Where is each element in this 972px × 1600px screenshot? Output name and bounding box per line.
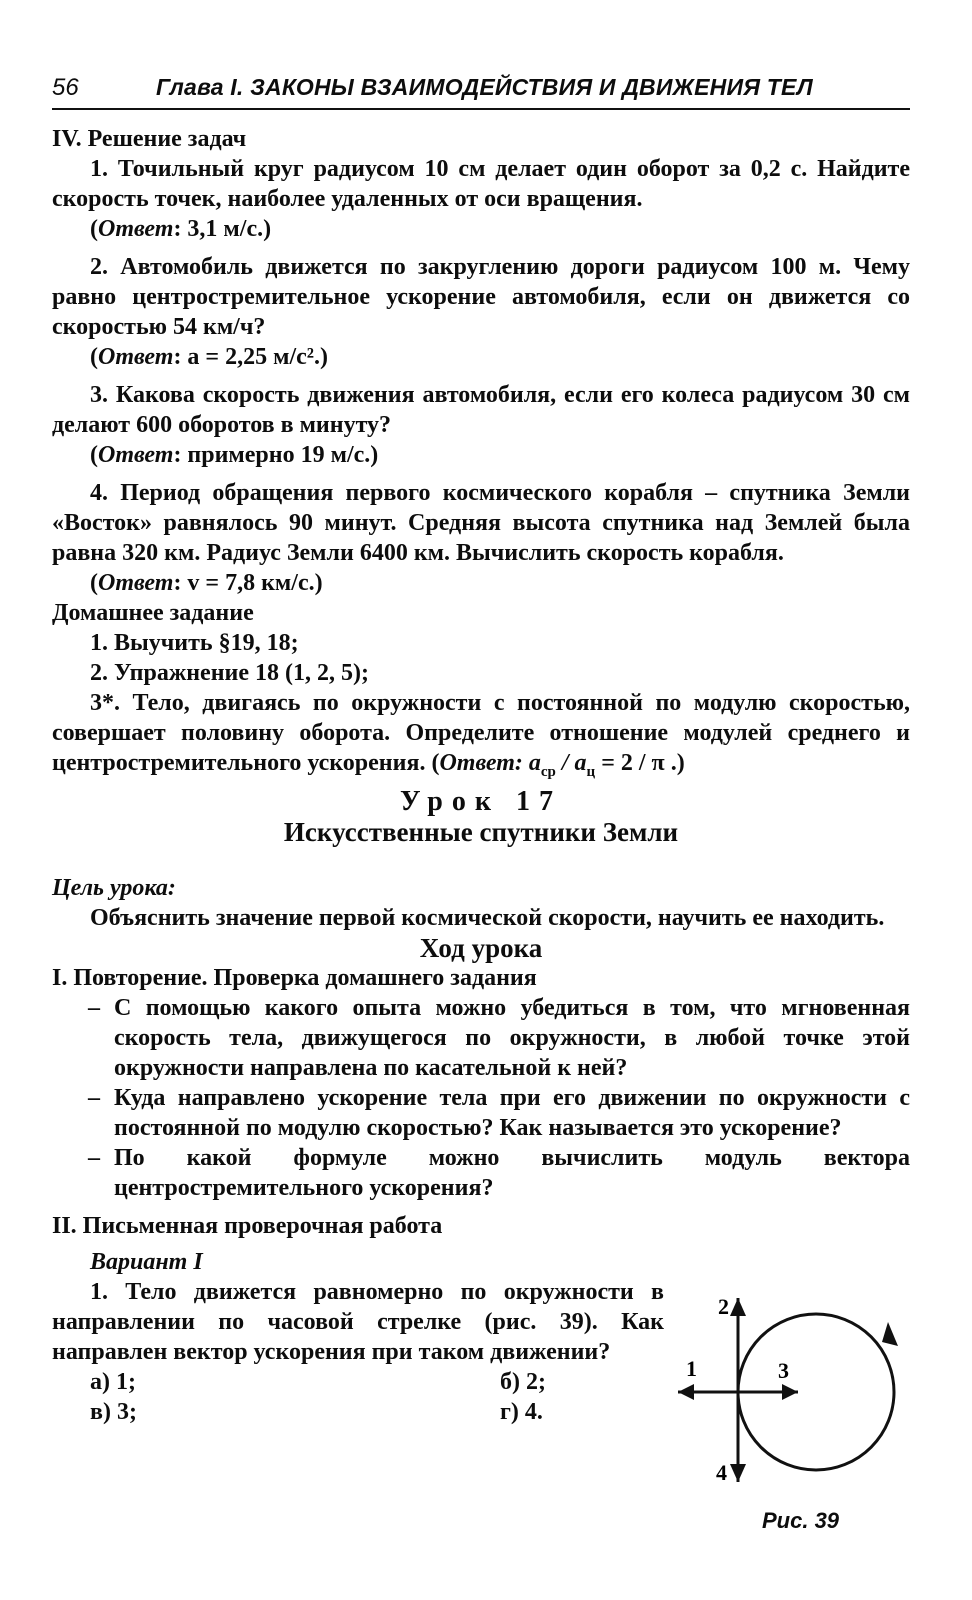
lesson-goal-label: Цель урока: (52, 874, 176, 901)
answer-1-value: : 3,1 м/с.) (173, 216, 272, 242)
figure-caption: Рис. 39 (762, 1508, 840, 1533)
page-content (52, 124, 910, 1427)
dash-bullet: – (88, 1084, 100, 1111)
label-1: 1 (686, 1356, 697, 1381)
problem-4: 4. Период обращения первого космического корабля – спутника Земли «Восток» равнялось 90 минут. Средняя высота спутника над Землей была равна 320 км. Радиус Земли 6400 км. Вычислить скорость корабля. (52, 480, 910, 566)
variant-title: Вариант I (90, 1248, 203, 1275)
answer-3-value: : примерно 19 м/с.) (173, 442, 379, 468)
problem-2: 2. Автомобиль движется по закруглению дороги радиусом 100 м. Чему равно центростремительное ускорение автомобиля, если он движется со скоростью 54 км/ч? (52, 254, 910, 340)
answer-label: Ответ (98, 216, 174, 242)
lesson-goal-text: Объяснить значение первой космической скорости, научить ее находить. (90, 904, 885, 931)
answer-2-value: : a = 2,25 м/с².) (173, 344, 328, 370)
lesson-number: Урок 17 (400, 785, 562, 817)
homework-item-3 (52, 688, 910, 787)
answer-label: Ответ (439, 750, 515, 776)
option-g: г) 4. (500, 1398, 543, 1425)
subscript-c: ц (586, 763, 596, 780)
page-number: 56 (52, 74, 79, 101)
lesson-plan-title: Ход урока (419, 932, 543, 963)
homework-item-2: 2. Упражнение 18 (1, 2, 5); (90, 660, 369, 686)
option-b: б) 2; (500, 1368, 546, 1395)
review-question-1-text: С помощью какого опыта можно убедиться в том, что мгновенная скорость тела, движущегося по окружности, в любой точке этой окружности направлена по касательной к ней? (114, 994, 910, 1081)
homework-item-3-text: 3*. Тело, двигаясь по окружности с постоянной по модулю скоростью, совершает половину оборота. Определите отношение модулей среднего и центростремительного ускорения. ( (52, 690, 910, 776)
arrow-1-head (678, 1384, 694, 1400)
arrow-3-head (782, 1384, 798, 1400)
arrow-4-head (730, 1464, 746, 1482)
answer-4: (Ответ: v = 7,8 км/с.) (90, 570, 323, 596)
subscript-cp: ср (540, 763, 556, 780)
review-question-2 (52, 1083, 910, 1143)
answer-2: (Ответ: a = 2,25 м/с².) (90, 344, 328, 370)
page-header (52, 72, 910, 110)
review-question-3-text: По какой формуле можно вычислить модуль вектора центростремительного ускорения? (114, 1144, 910, 1201)
problem-3: 3. Какова скорость движения автомобиля, если его колеса радиусом 30 см делают 600 оборотов в минуту? (52, 382, 910, 438)
answer-4-value: : v = 7,8 км/с.) (173, 570, 323, 596)
answer-3: (Ответ: примерно 19 м/с.) (90, 442, 379, 468)
formula-a: : a (514, 750, 541, 776)
option-v: в) 3; (90, 1398, 137, 1425)
homework-item-1: 1. Выучить §19, 18; (90, 630, 299, 656)
section-iv-title: IV. Решение задач (52, 126, 247, 152)
section-ii-title: II. Письменная проверочная работа (52, 1212, 443, 1239)
homework-title: Домашнее задание (52, 600, 254, 626)
formula-end: = 2 / π .) (595, 750, 685, 776)
label-4: 4 (716, 1460, 727, 1485)
formula-mid: / a (555, 750, 587, 776)
lesson-title: Искусственные спутники Земли (283, 816, 679, 847)
running-title: Глава I. ЗАКОНЫ ВЗАИМОДЕЙСТВИЯ И ДВИЖЕНИЯ ТЕЛ (156, 74, 813, 100)
label-3: 3 (778, 1358, 789, 1383)
review-question-2-text: Куда направлено ускорение тела при его движении по окружности с постоянной по модулю скоростью? Как называется это ускорение? (114, 1084, 910, 1141)
figure-39-diagram (630, 1284, 910, 1534)
task-1: 1. Тело движется равномерно по окружности в направлении по часовой стрелке (рис. 39). Как направлен вектор ускорения при таком движении? (52, 1278, 664, 1365)
clockwise-arrowhead (882, 1322, 898, 1346)
answer-label: Ответ (98, 344, 174, 370)
problem-1: 1. Точильный круг радиусом 10 см делает один оборот за 0,2 с. Найдите скорость точек, наиболее удаленных от оси вращения. (52, 156, 910, 212)
answer-label: Ответ (98, 442, 174, 468)
dash-bullet: – (88, 1144, 100, 1171)
review-question-3 (52, 1143, 910, 1203)
label-2: 2 (718, 1294, 729, 1319)
option-a: а) 1; (90, 1368, 136, 1395)
answer-1: (Ответ: 3,1 м/с.) (90, 216, 272, 242)
dash-bullet: – (88, 994, 100, 1021)
section-i-title: I. Повторение. Проверка домашнего задания (52, 964, 537, 991)
arrow-2-head (730, 1298, 746, 1316)
review-question-1 (52, 993, 910, 1083)
answer-label: Ответ (98, 570, 174, 596)
